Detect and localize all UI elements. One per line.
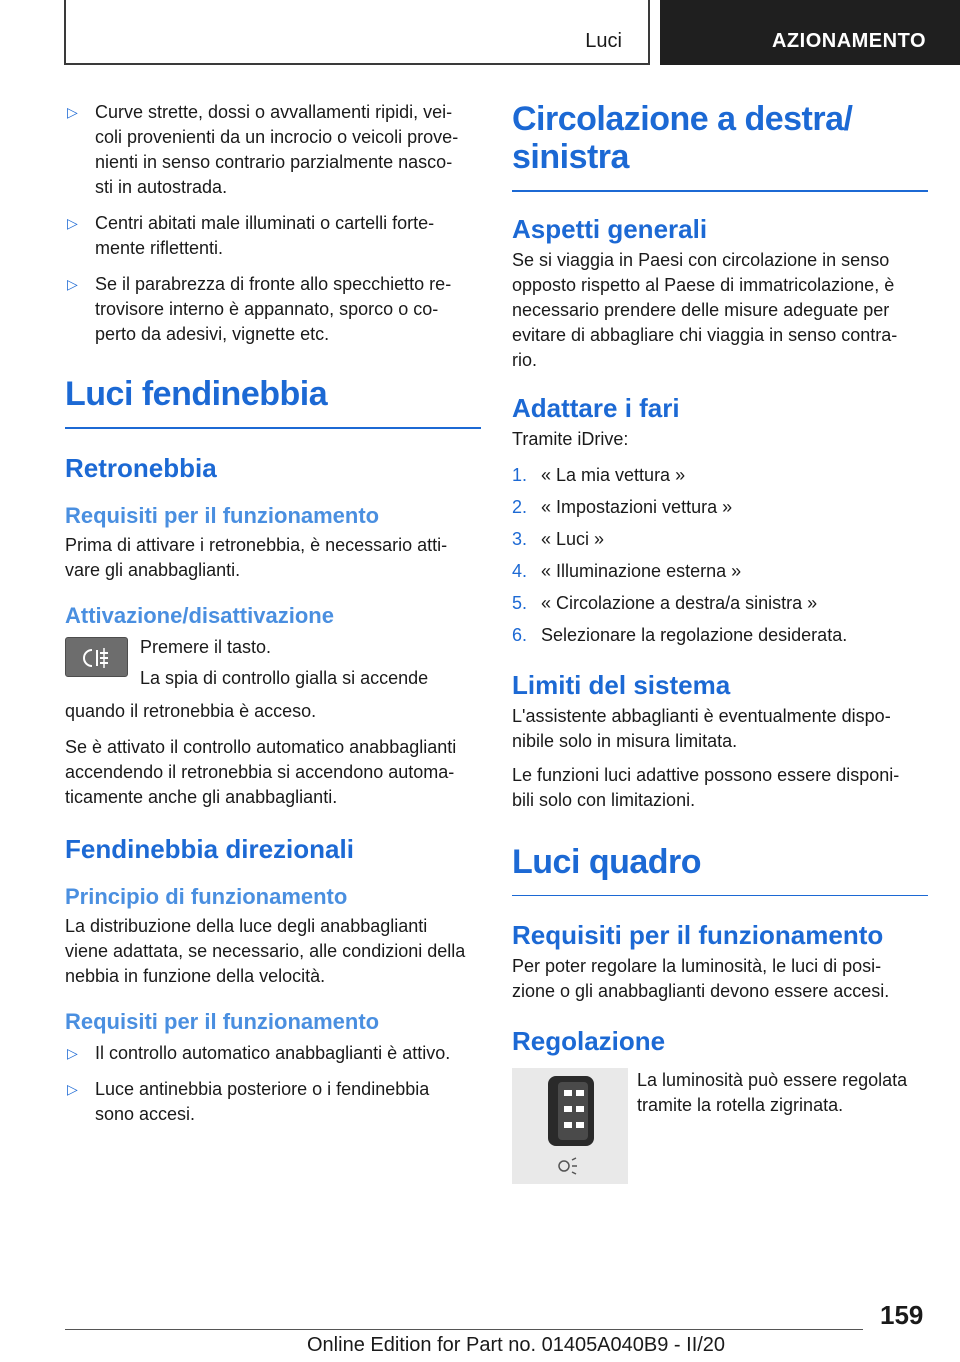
rear-fog-button-image (65, 637, 128, 677)
heading-adjustment: Regolazione (512, 1026, 666, 1056)
step-number: 1. (512, 464, 528, 485)
heading-rear-fog: Retronebbia (65, 452, 217, 483)
step-text: « Impostazioni vettura » (541, 496, 733, 517)
step-text: « Luci » (541, 528, 605, 549)
heading-activation: Attivazione/disattivazione (65, 602, 334, 628)
step-number: 5. (512, 592, 528, 613)
heading-adapt-headlights: Adattare i fari (512, 392, 680, 423)
list-item (512, 463, 928, 488)
heading-principle: Principio di funzionamento (65, 883, 348, 909)
paragraph-automatic-control: Se è attivato il controllo automatico anabbaglianti accendendo il retronebbia si accendono automa- ticamente anche gli anabbaglianti. (65, 736, 457, 807)
paragraph-idrive: Tramite iDrive: (512, 428, 629, 449)
heading-rule (512, 895, 928, 897)
step-text: Selezionare la regolazione desiderata. (541, 624, 848, 645)
heading-rule (65, 427, 481, 429)
step-number: 6. (512, 624, 528, 645)
bullet-item (65, 272, 481, 347)
list-item (512, 559, 928, 584)
footer-edition: Online Edition for Part no. 01405A040B9 - II/20 (307, 1334, 726, 1356)
heading-rule (512, 190, 928, 192)
triangle-bullet-icon: ▷ (67, 276, 78, 292)
paragraph-adjustment: La luminosità può essere regolata tramite la rotella zigrinata. (637, 1070, 908, 1115)
step-text: « Circolazione a destra/a sinistra » (541, 592, 818, 613)
paragraph-indicator: La spia di controllo gialla si accende (140, 667, 429, 688)
left-column (65, 100, 481, 1127)
list-item (512, 495, 928, 520)
heading-general: Aspetti generali (512, 213, 708, 244)
rear-fog-light-icon (66, 638, 129, 678)
step-text: « Illuminazione esterna » (541, 560, 742, 581)
triangle-bullet-icon: ▷ (67, 215, 78, 231)
heading-traffic-side: Circolazione a destra/ sinistra (512, 100, 853, 176)
bullet-item (65, 1077, 481, 1127)
bullet-item (65, 211, 481, 261)
paragraph-limits-2: Le funzioni luci adattive possono essere disponi- bili solo con limitazioni. (512, 764, 900, 810)
step-text: « La mia vettura » (541, 464, 686, 485)
bullet-text: Curve strette, dossi o avvallamenti ripidi, vei- coli provenienti da un incrocio o veicoli prove- nienti in senso contrario parzialmente nasco- sti in autostrada. (95, 102, 459, 197)
thumbwheel-icon (512, 1068, 628, 1184)
paragraph-general: Se si viaggia in Paesi con circolazione in senso opposto rispetto al Paese di immatricolazione, è necessario prendere delle misure adeguate per evitare di abbagliare chi viaggia in senso contra- rio. (512, 249, 898, 370)
thumbwheel-image (512, 1068, 628, 1184)
heading-fog-lights: Luci fendinebbia (65, 375, 328, 413)
paragraph-requirements: Per poter regolare la luminosità, le luci di posi- zione o gli anabbaglianti devono essere accesi. (512, 956, 890, 1001)
heading-directional-fog: Fendinebbia direzionali (65, 833, 354, 864)
list-item (512, 527, 928, 552)
triangle-bullet-icon: ▷ (67, 1044, 78, 1061)
header-chapter-tab (660, 0, 960, 65)
list-item (512, 591, 928, 616)
steps-list (512, 463, 928, 648)
heading-requirements: Requisiti per il funzionamento (512, 920, 884, 950)
heading-system-limits: Limiti del sistema (512, 669, 731, 700)
footer-rule (65, 1329, 863, 1330)
button-instruction-block (65, 635, 481, 699)
page-number: 159 (880, 1300, 924, 1330)
bullet-text: Il controllo automatico anabbaglianti è attivo. (95, 1042, 451, 1063)
step-number: 4. (512, 560, 528, 581)
step-number: 3. (512, 528, 528, 549)
bullet-item (65, 100, 481, 200)
right-column (512, 100, 928, 1188)
bullet-item (65, 1041, 481, 1066)
triangle-bullet-icon: ▷ (67, 1080, 78, 1097)
list-item (512, 623, 928, 648)
paragraph-requirements: Prima di attivare i retronebbia, è necessario atti- vare gli anabbaglianti. (65, 534, 448, 580)
paragraph-indicator-continued: quando il retronebbia è acceso. (65, 700, 317, 721)
header-section-box (64, 0, 650, 65)
step-number: 2. (512, 496, 528, 517)
heading-instrument-lights: Luci quadro (512, 842, 702, 881)
paragraph-limits-1: L'assistente abbaglianti è eventualmente dispo- nibile solo in misura limitata. (512, 705, 891, 751)
bullet-text: Luce antinebbia posteriore o i fendinebbia sono accesi. (95, 1078, 430, 1124)
header-chapter-title: AZIONAMENTO (771, 30, 926, 52)
heading-requirements: Requisiti per il funzionamento (65, 502, 380, 528)
bullet-text: Se il parabrezza di fronte allo specchietto re- trovisore interno è appannato, sporco o co- perto da adesivi, vignette etc. (95, 274, 452, 344)
heading-requirements-2: Requisiti per il funzionamento (65, 1008, 380, 1034)
adjustment-block (512, 1068, 928, 1188)
triangle-bullet-icon: ▷ (67, 104, 78, 120)
bullet-text: Centri abitati male illuminati o cartelli forte- mente riflettenti. (95, 213, 435, 258)
paragraph-principle: La distribuzione della luce degli anabbaglianti viene adattata, se necessario, alle condizioni della nebbia in funzione della velocità. (65, 915, 466, 986)
paragraph-press-button: Premere il tasto. (140, 636, 272, 657)
header-section-title: Luci (585, 30, 622, 52)
